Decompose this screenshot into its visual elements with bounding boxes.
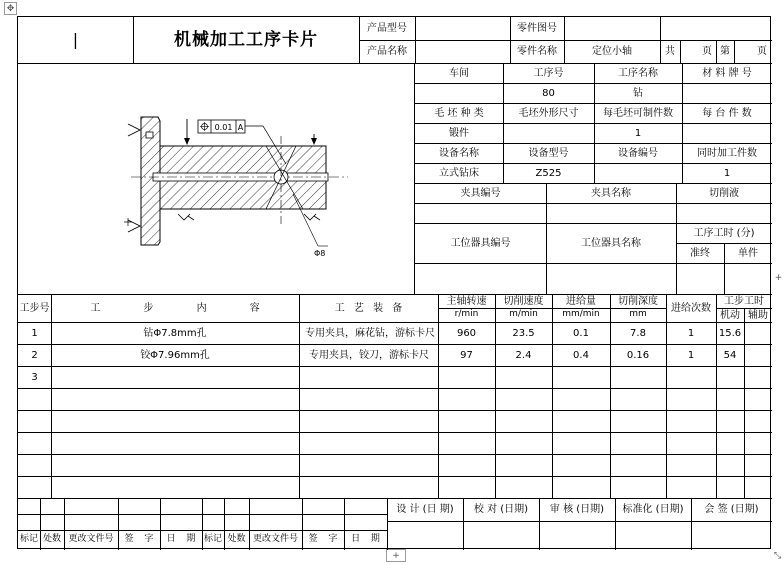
sheet-value[interactable] — [734, 40, 752, 63]
step-depth[interactable]: 7.8 — [630, 327, 646, 339]
change-count-label: 处数 — [42, 534, 61, 545]
product-name-value[interactable] — [415, 40, 510, 63]
col-step-no: 工步号 — [19, 302, 50, 314]
step-feed[interactable]: 0.4 — [573, 349, 589, 361]
parts-per-unit-label: 每 台 件 数 — [702, 107, 752, 119]
unit-time-label: 单件 — [738, 247, 758, 259]
parts-per-unit-value[interactable] — [682, 123, 772, 143]
step-spindle[interactable]: 960 — [456, 327, 477, 339]
part-sketch — [18, 64, 414, 293]
col-aux-time: 辅助 — [748, 309, 768, 321]
coolant-value[interactable] — [676, 203, 772, 223]
step-passes[interactable]: 1 — [687, 349, 695, 361]
dimension-label: Φ8 — [314, 249, 326, 258]
coolant-label: 切削液 — [709, 187, 739, 199]
fixture-name-label: 夹具名称 — [591, 187, 631, 199]
equipment-name-value[interactable]: 立式钻床 — [439, 167, 479, 179]
step-content[interactable] — [51, 366, 299, 388]
unit-time-value[interactable] — [724, 263, 772, 294]
col-equipment: 工 艺 装 备 — [334, 302, 403, 314]
col-spindle-speed: 主轴转速 — [446, 295, 487, 307]
table-resize-handle[interactable]: ⤡ — [773, 550, 782, 561]
col-feed: 进给量 — [566, 295, 596, 307]
col-cutting-speed: 切削速度 — [503, 295, 544, 307]
material-value[interactable] — [682, 83, 772, 103]
design-date-label: 设 计 (日 期) — [396, 504, 454, 515]
fixture-name-value[interactable] — [546, 203, 676, 223]
blank-size-label: 毛坯外形尺寸 — [518, 107, 579, 119]
part-drawing-no-label: 零件图号 — [517, 23, 557, 34]
process-time-label: 工序工时 (分) — [693, 227, 755, 239]
step-equipment[interactable]: 专用夹具，麻花钻，游标卡尺 — [305, 327, 435, 339]
equipment-model-value[interactable]: Z525 — [535, 167, 562, 179]
station-tool-name-value[interactable] — [546, 263, 676, 294]
equipment-no-value[interactable] — [594, 163, 682, 183]
gdt-tolerance: 0.01 — [214, 123, 233, 132]
gdt-datum: A — [237, 123, 244, 132]
station-tool-no-value[interactable] — [415, 263, 546, 294]
fixture-no-value[interactable] — [415, 203, 546, 223]
product-model-label: 产品型号 — [367, 23, 407, 34]
equipment-model-label: 设备型号 — [528, 147, 569, 159]
parts-per-blank-value[interactable]: 1 — [634, 127, 642, 139]
step-content[interactable]: 钻Φ7.8mm孔 — [143, 327, 207, 339]
step-equipment[interactable]: 专用夹具，铰刀，游标卡尺 — [309, 349, 429, 361]
change-doc-label-2: 更改文件号 — [252, 534, 298, 545]
standard-date-label: 标准化 (日期) — [622, 504, 684, 515]
station-tool-name-label: 工位器具名称 — [581, 237, 641, 249]
step-no[interactable]: 1 — [31, 327, 38, 339]
total-pages-value[interactable] — [680, 40, 698, 63]
header-mark: | — [72, 30, 79, 50]
review-date-label: 校 对 (日期) — [473, 504, 529, 515]
step-machine-time[interactable]: 15.6 — [718, 327, 742, 339]
change-mark-label: 标记 — [19, 534, 38, 545]
blank-type-value[interactable]: 锻件 — [449, 127, 469, 139]
total-pages-label: 共 — [665, 46, 675, 57]
step-aux-time[interactable] — [744, 322, 772, 344]
col-depth: 切削深度 — [618, 295, 658, 307]
col-spindle-speed-unit: r/min — [454, 309, 479, 320]
step-content[interactable]: 铰Φ7.96mm孔 — [140, 349, 210, 361]
station-tool-no-label: 工位器具编号 — [450, 237, 511, 249]
countersign-date-label: 会 签 (日期) — [704, 504, 759, 515]
simultaneous-label: 同时加工件数 — [697, 147, 757, 159]
sheet-label: 第 — [720, 46, 730, 57]
fixture-no-label: 夹具编号 — [460, 187, 501, 199]
product-name-label: 产品名称 — [367, 46, 407, 57]
parts-per-blank-label: 每毛坯可制件数 — [603, 107, 673, 119]
change-date-label-2: 日 期 — [351, 534, 380, 545]
blank-type-label: 毛 坯 种 类 — [434, 107, 484, 119]
process-name-value[interactable]: 钻 — [633, 87, 643, 99]
workshop-value[interactable] — [415, 83, 503, 103]
col-step-time: 工步工时 — [724, 295, 764, 307]
col-feed-unit: mm/min — [562, 309, 600, 320]
col-cutting-speed-unit: m/min — [509, 309, 538, 320]
col-passes: 进给次数 — [671, 302, 711, 314]
part-drawing-no-value[interactable] — [564, 17, 660, 40]
step-passes[interactable]: 1 — [687, 327, 695, 339]
step-spindle[interactable]: 97 — [460, 349, 473, 361]
process-card — [17, 16, 771, 549]
process-no-value[interactable]: 80 — [542, 87, 555, 99]
part-name-value[interactable]: 定位小轴 — [592, 46, 632, 57]
workshop-label: 车间 — [449, 67, 469, 79]
step-aux-time[interactable] — [744, 344, 772, 366]
change-sign-label: 签 字 — [124, 534, 154, 545]
card-title: 机械加工工序卡片 — [174, 29, 318, 50]
page-label-2: 页 — [757, 46, 767, 57]
setup-time-label: 准终 — [690, 247, 710, 259]
step-no[interactable]: 2 — [31, 349, 38, 361]
setup-time-value[interactable] — [676, 263, 724, 294]
add-row-button[interactable]: + — [386, 549, 406, 562]
page-label: 页 — [702, 46, 712, 57]
equipment-name-label: 设备名称 — [439, 147, 479, 159]
equipment-no-label: 设备编号 — [618, 147, 658, 159]
step-no[interactable]: 3 — [31, 371, 38, 383]
material-label: 材 料 牌 号 — [702, 67, 752, 79]
col-depth-unit: mm — [629, 309, 647, 320]
part-name-label: 零件名称 — [517, 46, 557, 57]
process-name-label: 工序名称 — [618, 67, 658, 79]
simultaneous-value[interactable]: 1 — [723, 167, 731, 179]
step-depth[interactable]: 0.16 — [626, 349, 650, 361]
change-sign-label-2: 签 字 — [308, 534, 338, 545]
change-count-label-2: 处数 — [227, 534, 246, 545]
step-feed[interactable]: 0.1 — [573, 327, 589, 339]
change-doc-label: 更改文件号 — [68, 534, 114, 545]
change-date-label: 日 期 — [166, 534, 196, 545]
add-column-button[interactable]: + — [774, 272, 783, 283]
product-model-value[interactable] — [415, 17, 510, 40]
col-step-content: 工 步 内 容 — [90, 302, 260, 314]
process-no-label: 工序号 — [533, 67, 564, 79]
col-machine-time: 机动 — [720, 309, 740, 321]
table-move-handle[interactable]: ✥ — [4, 2, 17, 15]
step-speed[interactable]: 23.5 — [512, 327, 535, 339]
audit-date-label: 审 核 (日期) — [549, 504, 605, 515]
step-speed[interactable]: 2.4 — [515, 349, 532, 361]
blank-size-value[interactable] — [503, 123, 594, 143]
change-mark-label-2: 标记 — [203, 534, 222, 545]
step-machine-time[interactable]: 54 — [723, 349, 737, 361]
